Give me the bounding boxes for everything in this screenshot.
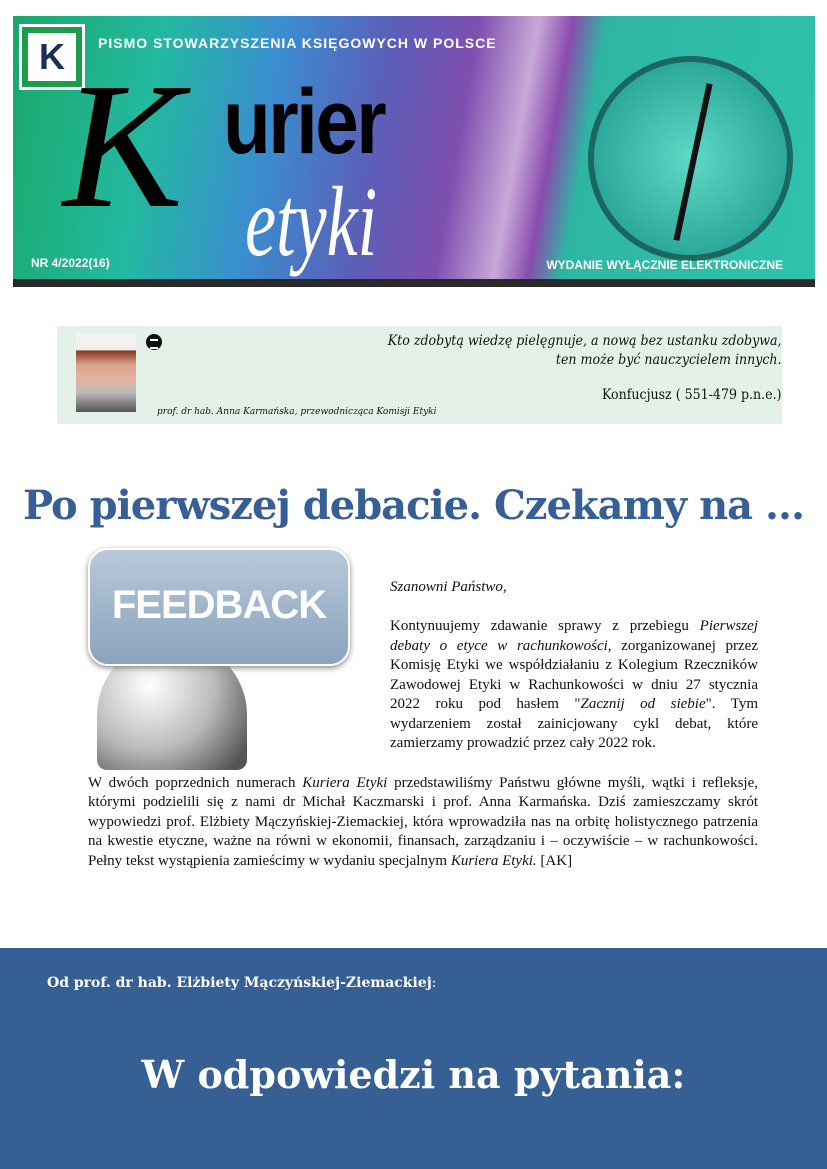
title-kurier: urier (223, 71, 385, 173)
masthead-banner (13, 16, 815, 287)
compass-illustration (588, 56, 793, 261)
intro-paragraph: Kontynuujemy zdawanie sprawy z przebiegu Pierwszej debaty o etyce w rachunkowości, zorganizowanej przez Komisję Etyki we współdziałaniu z Kolegium Rzeczników Zawodowej Etyki w Rachunkowości w dniu 27 stycznia 2022 roku pod hasłem "Zacznij od siebie". Tym wydarzeniem został zainicjowany cykl debat, które zamierzamy prowadzić przez cały 2022 rok. (390, 618, 759, 751)
section-heading: W odpowiedzi na pytania: (141, 1052, 686, 1097)
quote-box (57, 326, 782, 424)
banner-bottom-bar (13, 279, 815, 287)
publisher-line: PISMO STOWARZYSZENIA KSIĘGOWYCH W POLSCE (98, 35, 497, 51)
article-title: Po pierwszej debacie. Czekamy na … (22, 482, 805, 529)
quote-author: Konfucjusz ( 551-479 p.n.e.) (602, 387, 782, 403)
issue-number: NR 4/2022(16) (31, 256, 110, 270)
body-paragraph: W dwóch poprzednich numerach Kuriera Etyki przedstawiliśmy Państwu główne myśli, wątki i refleksje, którymi podzielili się z nami dr Michał Kaczmarski i prof. Anna Karmańska. Dziś zamieszczamy skrót wypowiedzi prof. Elżbiety Mączyńskiej-Ziemackiej, która wprowadziła nas na orbitę holistycznego patrzenia na kwestie etyczne, ważne na równi w ekonomii, finansach, zarządzaniu i – oczywiście – w rachunkowości. Pełny tekst wystąpienia zamieścimy w wydaniu specjalnym Kuriera Etyki. [AK] (88, 774, 758, 869)
intro-column (390, 578, 758, 754)
author-photo (76, 334, 136, 412)
greeting: Szanowni Państwo, (390, 579, 507, 595)
photo-caption: prof. dr hab. Anna Karmańska, przewodnicząca Komisji Etyki (157, 407, 437, 417)
quote-text: Kto zdobytą wiedzę pielęgnuje, a nową bez ustanku zdobywa, ten może być nauczycielem innych. (388, 333, 782, 368)
section-author: Od prof. dr hab. Elżbiety Mączyńskiej-Ziemackiej: (47, 975, 437, 991)
ski-logo: K (19, 24, 85, 90)
article-text (88, 578, 758, 871)
edition-note: WYDANIE WYŁĄCZNIE ELEKTRONICZNE (546, 258, 783, 272)
title-etyki: etyki (245, 166, 378, 277)
title-k: K (63, 46, 184, 245)
section-banner (0, 948, 827, 1169)
feedback-sign: FEEDBACK (88, 548, 350, 666)
comment-icon (146, 334, 162, 350)
